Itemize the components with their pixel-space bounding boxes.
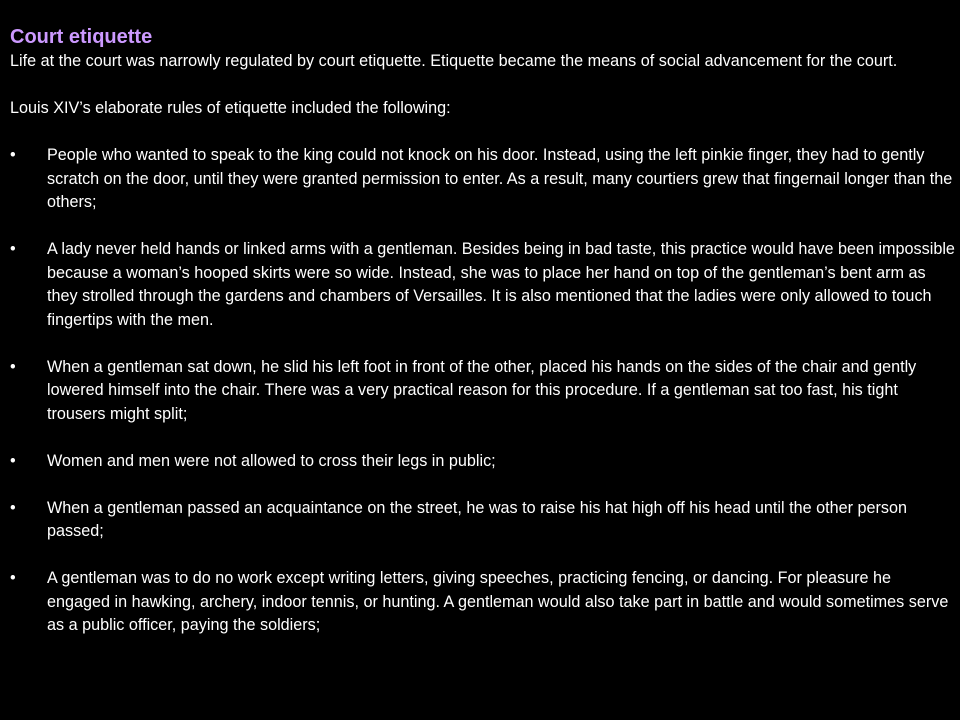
list-item-text: Women and men were not allowed to cross their legs in public; — [47, 451, 496, 470]
list-item — [10, 238, 956, 332]
lead-paragraph: Louis XIV’s elaborate rules of etiquette included the following: — [10, 99, 451, 117]
bullet-symbol: • — [10, 569, 16, 587]
list-item — [10, 497, 956, 544]
list-item-text: A lady never held hands or linked arms with a gentleman. Besides being in bad taste, this practice would have been impossible because a woman’s hooped skirts were so wide. Instead, she was to place her hand on top of the gentleman’s bent arm as they strolled through the gardens and chambers of Versailles. It is also mentioned that the ladies were only allowed to touch fingertips with the men. — [47, 240, 955, 329]
list-item-text: When a gentleman passed an acquaintance on the street, he was to raise his hat high off his head until the other person passed; — [47, 498, 908, 540]
list-item-text: A gentleman was to do no work except writing letters, giving speeches, practicing fencing, or dancing. For pleasure he engaged in hawking, archery, indoor tennis, or hunting. A gentleman would also take part in battle and would sometimes serve as a public officer, paying the soldiers; — [47, 569, 949, 634]
spacer — [10, 121, 956, 145]
bullet-symbol: • — [10, 240, 16, 258]
list-item-text: People who wanted to speak to the king could not knock on his door. Instead, using the left pinkie finger, they had to gently scratch on the door, until they were granted permission to enter. As a result, many courtiers grew that fingernail longer than the others; — [47, 146, 953, 211]
slide-content — [10, 24, 956, 661]
bullet-symbol: • — [10, 451, 16, 470]
bullet-symbol: • — [10, 498, 16, 517]
list-item — [10, 356, 956, 427]
list-item — [10, 567, 956, 638]
intro-paragraph: Life at the court was narrowly regulated by court etiquette. Etiquette became the means of social advancement for the court. — [10, 52, 898, 70]
spacer — [10, 74, 956, 98]
slide-title: Court etiquette — [10, 26, 153, 48]
etiquette-rules-list — [10, 144, 956, 638]
list-item — [10, 144, 956, 215]
bullet-symbol: • — [10, 146, 16, 164]
list-item-text: When a gentleman sat down, he slid his left foot in front of the other, placed his hands on the sides of the chair and gently lowered himself into the chair. There was a very practical reason for this procedure. If a gentleman sat too fast, his tight trousers might split; — [47, 357, 917, 423]
bullet-symbol: • — [10, 357, 16, 376]
list-item — [10, 450, 956, 474]
